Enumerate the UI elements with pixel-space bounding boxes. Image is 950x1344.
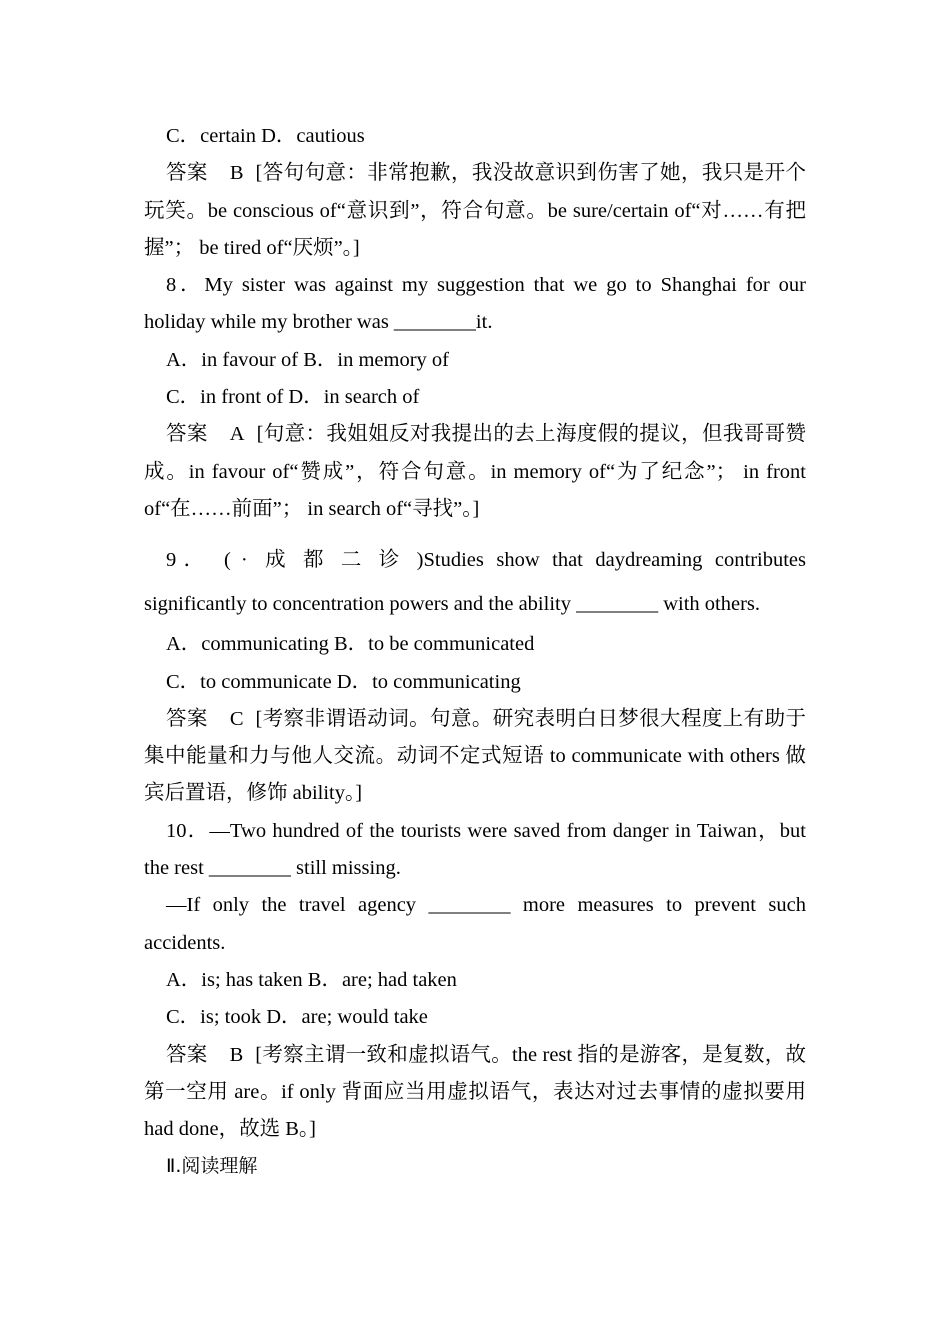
answer-letter: B [229,1043,244,1066]
q7-options-cd: C．certain D．cautious [166,125,365,147]
q10-reply: —If only the travel agency ________ more measures to prevent such accidents. [144,894,806,954]
question-text: )Studies show that daydreaming contributes significantly to concentration powers and the ability ________ with others. [144,549,807,616]
q9-options-cd: C．to communicate D．to communicating [166,670,521,693]
q8-answer [144,416,806,528]
answer-label: 答案 [166,707,208,730]
answer-label: 答案 [166,1043,208,1066]
answer-label: 答案 [166,162,208,185]
answer-letter: A [229,423,245,446]
answer-explanation: [答句句意：非常抱歉，我没故意识到伤害了她，我只是开个玩笑。be conscious of“意识到”，符合句意。be sure/certain of“对……有把握”； be tired of“厌烦”。] [144,162,807,259]
q10-answer [144,1037,806,1149]
q10-options-cd: C．is; took D．are; would take [166,1006,428,1029]
section-title: Ⅱ.阅读理解 [166,1155,258,1178]
question-source: (·成都二诊 [224,549,417,572]
q10-options-ab: A．is; has taken B．are; had taken [166,968,457,991]
q9-stem [144,538,806,626]
q10-stem: 10．—Two hundred of the tourists were saved from danger in Taiwan，but the rest ________ still missing. [144,819,806,880]
q8-stem: 8．My sister was against my suggestion that we go to Shanghai for our holiday while my brother was ________it. [144,274,806,334]
answer-explanation: [句意：我姐姐反对我提出的去上海度假的提议，但我哥哥赞成。in favour of“赞成”，符合句意。in memory of“为了纪念”； in front of“在……前面”； in search of“寻找”。] [144,423,807,520]
document-page [144,118,806,1186]
q8-options-cd: C．in front of D．in search of [166,386,420,409]
q7-answer [144,155,806,267]
answer-letter: C [229,707,244,730]
answer-explanation: [考察非谓语动词。句意。研究表明白日梦很大程度上有助于集中能量和力与他人交流。动词不定式短语 to communicate with others 做宾后置语，修饰 ability。] [144,707,807,805]
answer-explanation: [考察主谓一致和虚拟语气。the rest 指的是游客，是复数，故第一空用 are。if only 背面应当用虚拟语气，表达对过去事情的虚拟要用 had done，故选 B。] [144,1043,807,1141]
answer-letter: B [229,162,244,185]
q9-answer [144,701,806,813]
q9-options-ab: A．communicating B．to be communicated [166,633,535,656]
answer-label: 答案 [166,423,208,446]
question-number: 9． [166,549,212,572]
q8-options-ab: A．in favour of B．in memory of [166,348,449,371]
